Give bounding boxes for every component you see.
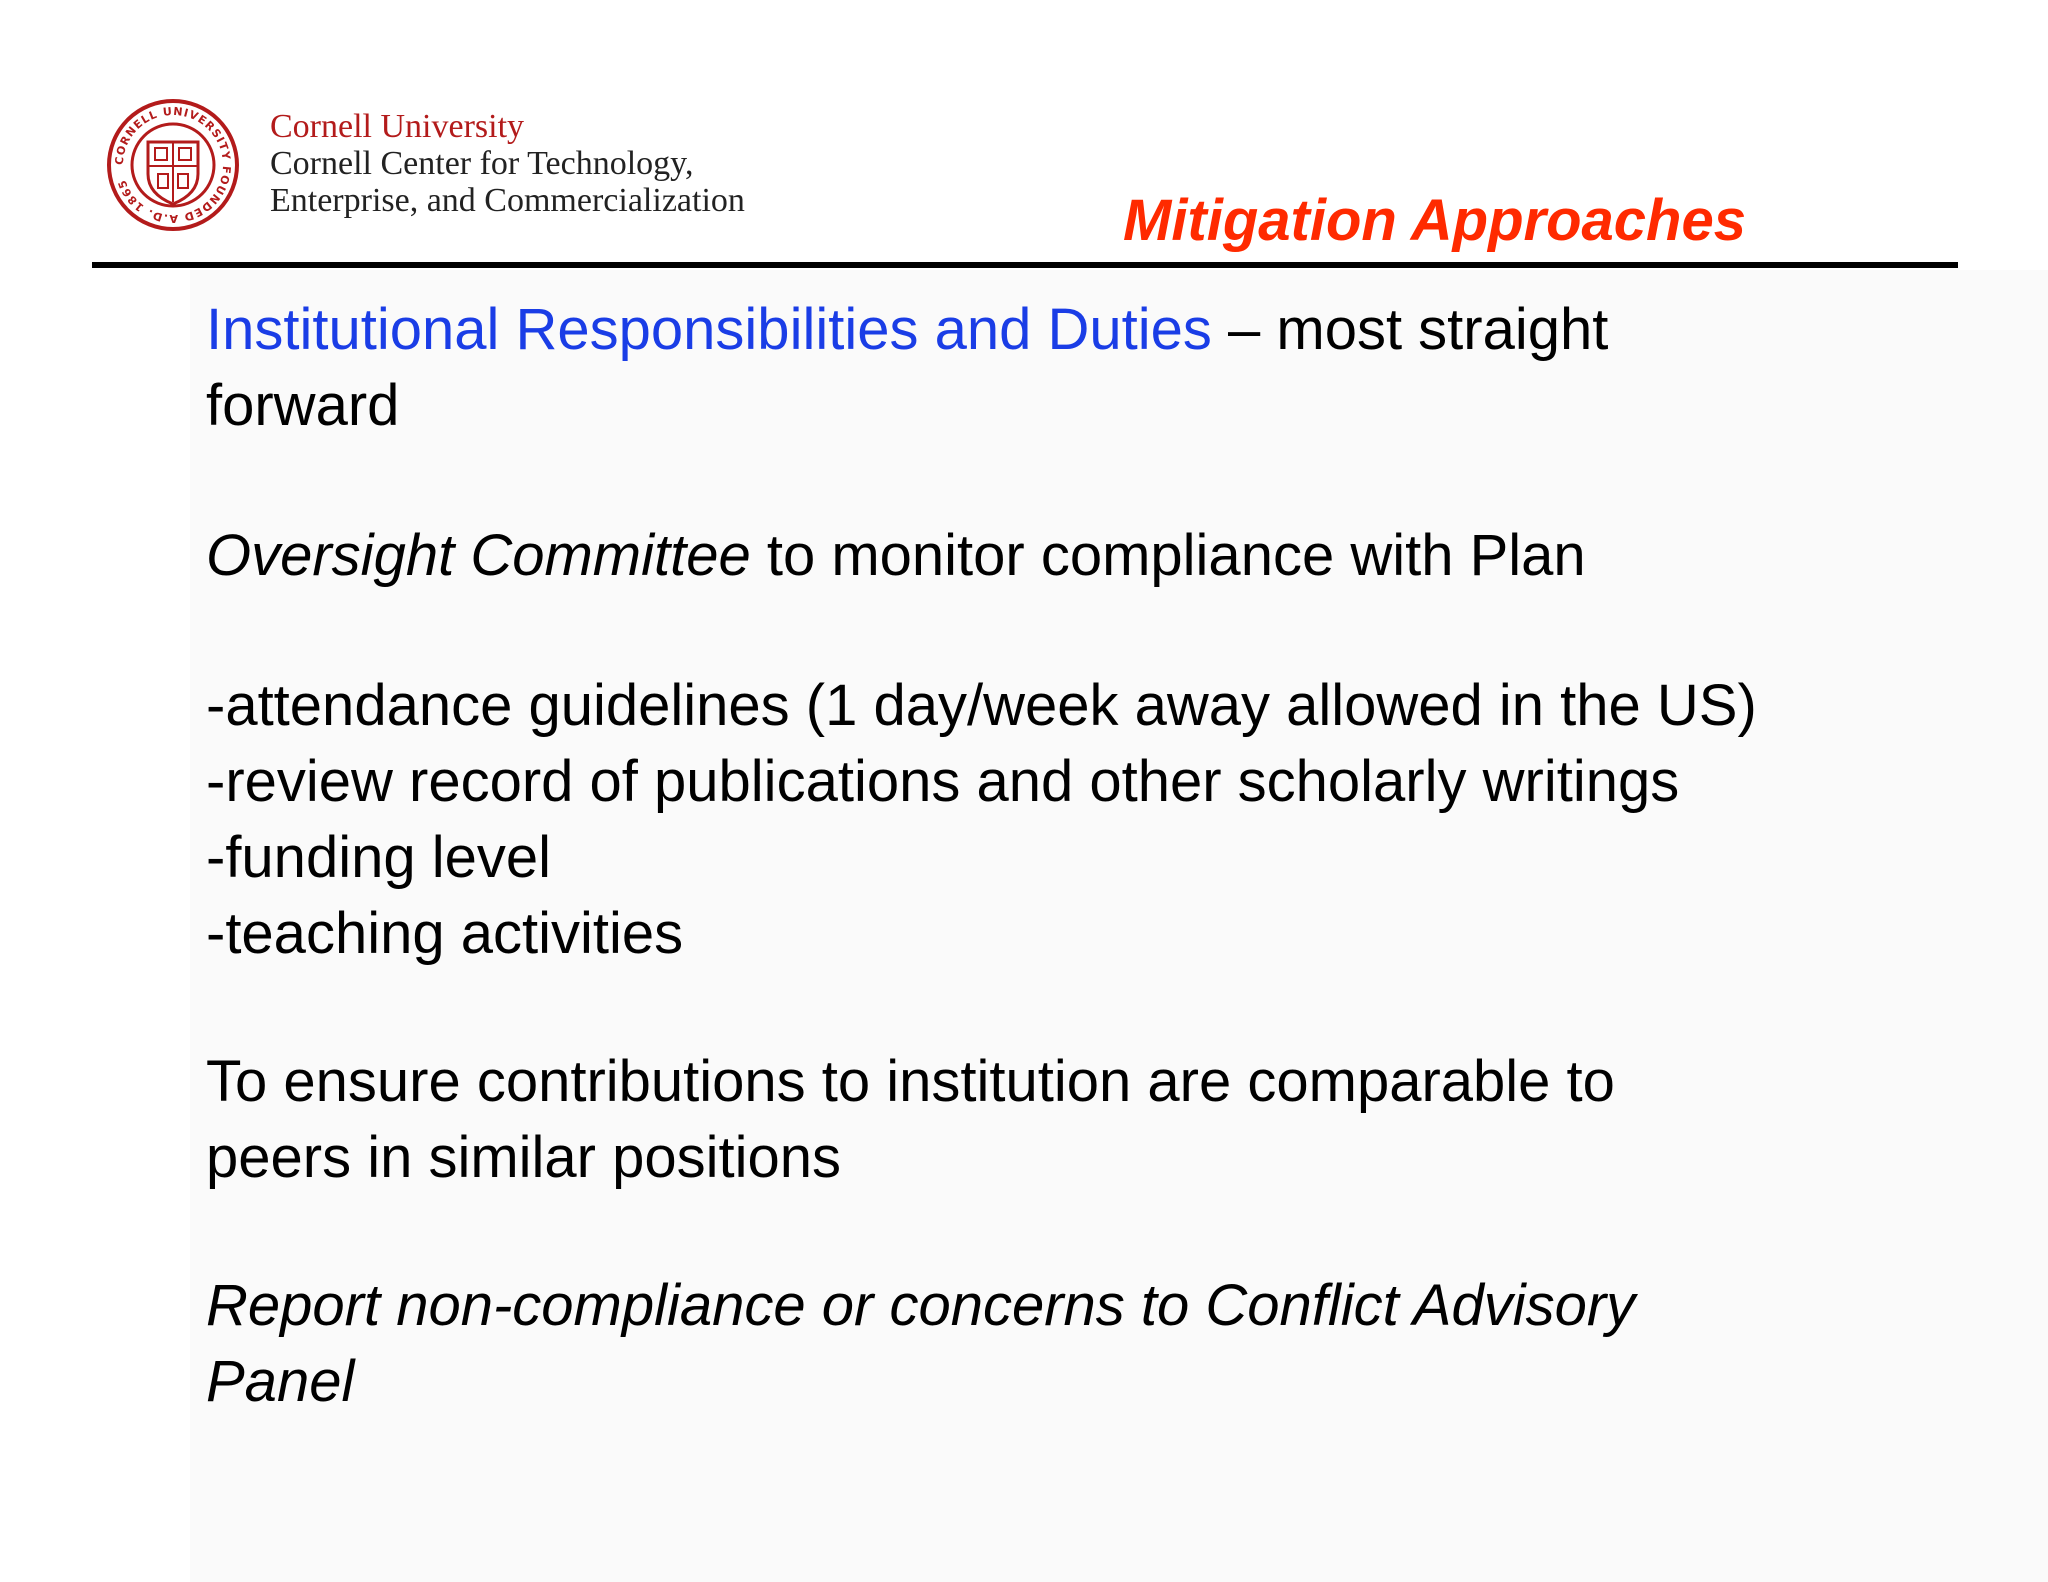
responsibilities-note-continued: forward [206,373,400,438]
responsibilities-note: – most straight [1211,297,1609,362]
center-name-line-1: Cornell Center for Technology, [270,145,694,182]
responsibilities-paragraph [206,292,1966,444]
slide-body [206,292,1966,1420]
title-divider [92,262,1958,268]
organization-name-block [270,108,745,219]
list-item: -attendance guidelines (1 day/week away allowed in the US) [206,673,1757,738]
report-line-1: Report non-compliance or concerns to Conflict Advisory [206,1273,1636,1338]
cornell-university-seal-icon [106,98,240,232]
responsibilities-heading: Institutional Responsibilities and Duties [206,297,1212,362]
report-paragraph [206,1268,1966,1420]
list-item: -teaching activities [206,901,684,966]
contributions-line-1: To ensure contributions to institution are comparable to [206,1049,1615,1114]
list-item: -review record of publications and other scholarly writings [206,749,1680,814]
contributions-line-2: peers in similar positions [206,1125,842,1190]
oversight-paragraph [206,518,1966,594]
university-name: Cornell University [270,108,525,145]
oversight-description: to monitor compliance with Plan [750,523,1586,588]
oversight-committee-term: Oversight Committee [206,523,751,588]
svg-text:CORNELL UNIVERSITY FOUNDED A.D: CORNELL UNIVERSITY FOUNDED A.D. 1865 [112,104,234,226]
contributions-paragraph [206,1044,1966,1196]
oversight-duties-list [206,668,1966,972]
center-name-line-2: Enterprise, and Commercialization [270,182,745,219]
slide-title: Mitigation Approaches [1123,188,1746,253]
report-line-2: Panel [206,1349,355,1414]
list-item: -funding level [206,825,551,890]
